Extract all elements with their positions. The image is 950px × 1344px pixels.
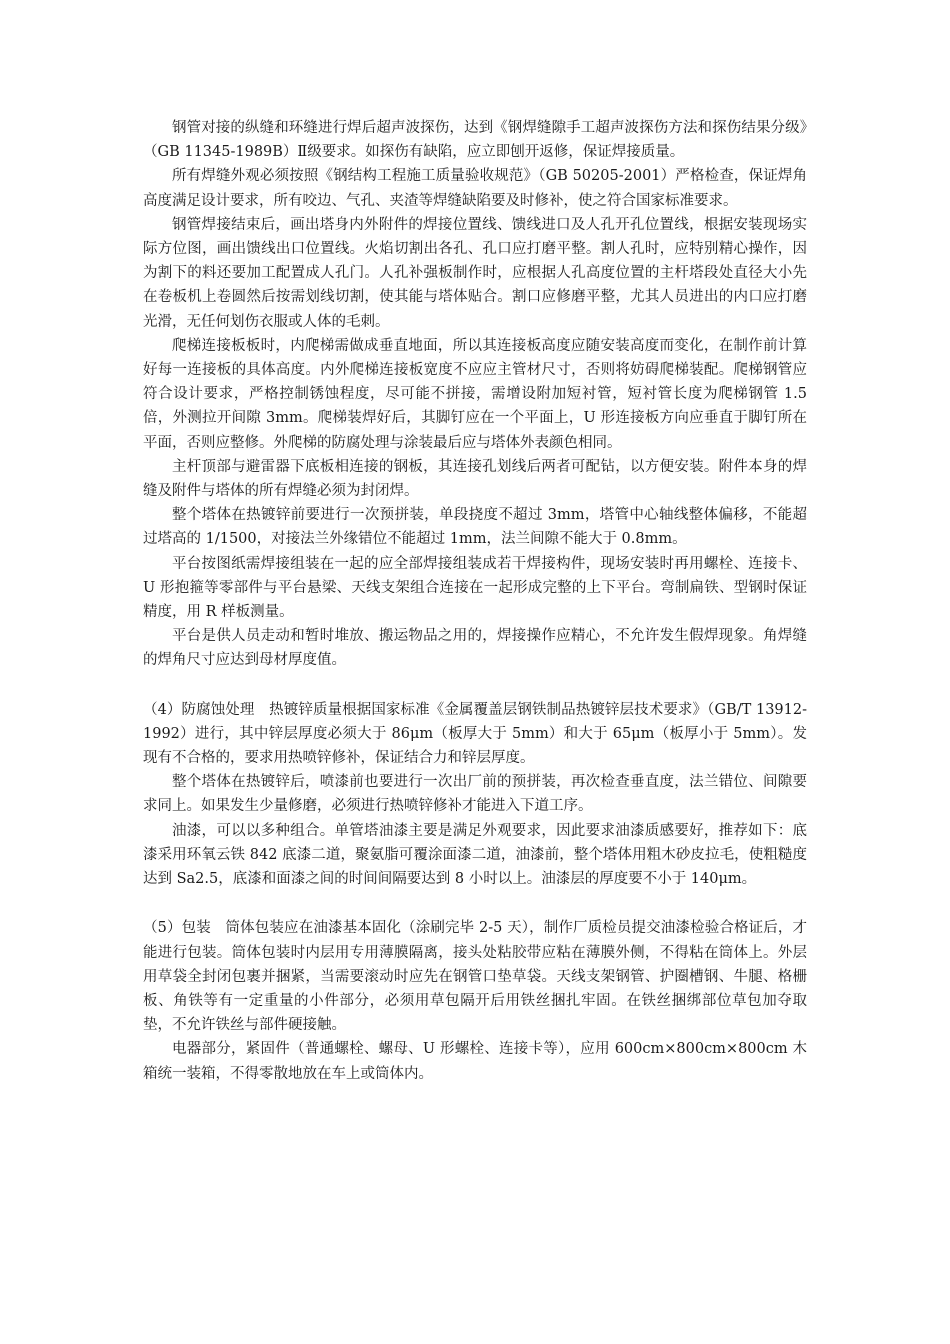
paragraph-paint: 油漆，可以以多种组合。单管塔油漆主要是满足外观要求，因此要求油漆质感要好，推荐如下：底漆采用环氧云铁 842 底漆二道，聚氨脂可覆涂面漆二道，油漆前，整个塔体用粗木砂皮拉毛，使粗糙度达到 Sa2.5，底漆和面漆之间的时间间隔要达到 8 小时以上。油漆层的厚度要不小于 140μm。 — [143, 822, 807, 888]
section-4-heading: （4）防腐蚀处理 — [143, 701, 255, 718]
paragraph-galvanize-preassembly: 整个塔体在热镀锌后，喷漆前也要进行一次出厂前的预拼装，再次检查垂直度，法兰错位、间隙要求同上。如果发生少量修磨，必须进行热喷锌修补才能进入下道工序。 — [143, 774, 807, 815]
section-5-heading: （5）包装 — [143, 920, 211, 937]
section-5-lead-text: 筒体包装应在油漆基本固化（涂刷完毕 2-5 天），制作厂质检员提交油漆检验合格证后，才能进行包装。筒体包装时内层用专用薄膜隔离，接头处粘胶带应粘在薄膜外侧，不得粘在筒体上。外层用草袋全封闭包裹并捆紧，当需要滚动时应先在钢管口垫草袋。天线支架钢管、护圈槽钢、牛腿、格栅板、角铁等有一定重量的小件部分，必须用草包隔开后用铁丝捆扎牢固。在铁丝捆绑部位草包加夺取垫，不允许铁丝与部件硬接触。 — [143, 920, 807, 1034]
paragraph-pre-assembly: 整个塔体在热镀锌前要进行一次预拼装，单段挠度不超过 3mm，塔管中心轴线整体偏移，不能超过塔高的 1/1500，对接法兰外缘错位不能超过 1mm，法兰间隙不能大于 0.8mm。 — [143, 507, 807, 548]
paragraph-post-weld-cutting: 钢管焊接结束后，画出塔身内外附件的焊接位置线、馈线进口及人孔开孔位置线，根据安装现场实际方位图，画出馈线出口位置线。火焰切割出各孔、孔口应打磨平整。割人孔时，应特别精心操作，因为割下的料还要加工配置成人孔门。人孔补强板制作时，应根据人孔高度位置的主杆塔段处直径大小先在卷板机上卷圆然后按需划线切割，使其能与塔体贴合。割口应修磨平整，尤其人员进出的内口应打磨光滑，无任何划伤衣服或人体的毛刺。 — [143, 216, 807, 330]
paragraph-platform-welding: 平台是供人员走动和暂时堆放、搬运物品之用的，焊接操作应精心，不允许发生假焊现象。角焊缝的焊角尺寸应达到母材厚度值。 — [143, 628, 807, 669]
document-page — [143, 116, 807, 1086]
paragraph-platform-assembly: 平台按图纸需焊接组装在一起的应全部焊接组装成若干焊接构件，现场安装时再用螺栓、连接卡、U 形抱箍等零部件与平台悬梁、天线支架组合连接在一起形成完整的上下平台。弯制扁铁、型钢时保证精度，用 R 样板测量。 — [143, 555, 807, 621]
paragraph-weld-ultrasonic: 钢管对接的纵缝和环缝进行焊后超声波探伤，达到《钢焊缝隙手工超声波探伤方法和探伤结果分级》（GB 11345-1989B）Ⅱ级要求。如探伤有缺陷，应立即刨开返修，保证焊接质量。 — [143, 120, 807, 161]
paragraph-weld-appearance: 所有焊缝外观必须按照《钢结构工程施工质量验收规范》（GB 50205-2001）严格检查，保证焊角高度满足设计要求，所有咬边、气孔、夹渣等焊缝缺陷要及时修补，使之符合国家标准要求。 — [143, 168, 807, 209]
section-4-lead-text: 热镀锌质量根据国家标准《金属覆盖层钢铁制品热镀锌层技术要求》（GB/T 13912-1992）进行，其中锌层厚度必须大于 86μm（板厚大于 5mm）和大于 65μm（板厚小于 5mm）。发现有不合格的，要求用热喷锌修补，保证结合力和锌层厚度。 — [143, 701, 808, 767]
paragraph-ladder-plates: 爬梯连接板板时，内爬梯需做成垂直地面，所以其连接板高度应随安装高度而变化，在制作前计算好每一连接板的具体高度。内外爬梯连接板宽度不应应主管材尺寸，否则将妨碍爬梯装配。爬梯钢管应符合设计要求，严格控制锈蚀程度，尽可能不拼接，需增设附加短衬管，短衬管长度为爬梯钢管 1.5 倍，外测拉开间隙 3mm。爬梯装焊好后，其脚钉应在一个平面上，U 形连接板方向应垂直于脚钉所在平面，否则应整修。外爬梯的防腐处理与涂装最后应与塔体外表颜色相同。 — [143, 337, 807, 451]
paragraph-electrical-packing: 电器部分，紧固件（普通螺栓、螺母、U 形螺栓、连接卡等），应用 600cm×800cm×800cm 木箱统一装箱，不得零散地放在车上或筒体内。 — [143, 1041, 807, 1082]
paragraph-top-plate: 主杆顶部与避雷器下底板相连接的钢板，其连接孔划线后两者可配钻，以方便安装。附件本身的焊缝及附件与塔体的所有焊缝必须为封闭焊。 — [143, 458, 807, 500]
section-4-lead-paragraph — [143, 698, 807, 771]
section-5-lead-paragraph — [143, 916, 807, 1037]
